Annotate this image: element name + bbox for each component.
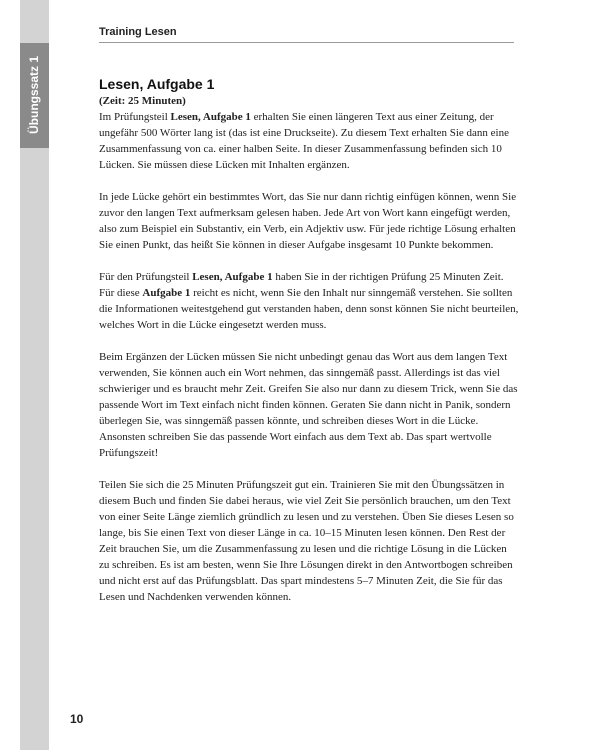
main-content bbox=[99, 76, 519, 621]
paragraph-2: In jede Lücke gehört ein bestimmtes Wort, das Sie nur dann richtig einfügen können, wenn Sie zuvor den langen Text aufmerksam gelesen haben. Jede Art von Wort kann eingefügt werden, also zum Beispiel ein Substantiv, ein Verb, ein Adjektiv usw. Für jede richtige Lösung erhalten Sie einen Punkt, das heißt Sie können in dieser Aufgabe insgesamt 10 Punkte bekommen. bbox=[99, 191, 517, 251]
bold-term: Aufgabe 1 bbox=[142, 287, 191, 299]
page-number: 10 bbox=[70, 712, 84, 726]
bold-term: , bbox=[198, 111, 203, 123]
time-label: (Zeit: 25 Minuten) bbox=[99, 95, 186, 107]
bold-term: Lesen bbox=[170, 111, 198, 123]
paragraph-5: Teilen Sie sich die 25 Minuten Prüfungszeit gut ein. Trainieren Sie mit den Übungssätzen in diesem Buch und finden Sie dabei heraus, wie viel Zeit Sie persönlich brauchen, um den Text von einer Seite Länge ziemlich gründlich zu lesen und zu verstehen. Üben Sie dieses Lesen so lange, bis Sie einen Text von dieser Länge in ca. 10–15 Minuten lesen können. Den Rest der Zeit brauchen Sie, um die Zusammenfassung zu lesen und die richtige Lösung in die Lücken zu schreiben. Es ist am besten, wenn Sie Ihre Lösungen direkt in den Antwortbogen schreiben und nicht erst auf das Prüfungsblatt. Das spart mindestens 5–7 Minuten Zeit, die Sie für das Lesen und Nachdenken verwenden können. bbox=[99, 479, 514, 603]
paragraph-4: Beim Ergänzen der Lücken müssen Sie nicht unbedingt genau das Wort aus dem langen Text verwenden, Sie können auch ein Wort nehmen, das sinngemäß passt. Allerdings ist das viel schwieriger und es braucht mehr Zeit. Greifen Sie also nur dann zu diesem Trick, wenn Sie das passende Wort im Text einfach nicht finden können. Geraten Sie dann nicht in Panik, sondern überlegen Sie, was sinngemäß passen könnte, und schreiben dieses Wort in die Lücke. Ansonsten schreiben Sie das passende Wort einfach aus dem Text ab. Das spart wertvolle Prüfungszeit! bbox=[99, 351, 518, 459]
text-run: haben Sie in der richtigen Prüfung 25 Minuten Zeit. Für diese bbox=[99, 271, 504, 299]
bold-term: , bbox=[219, 271, 225, 283]
chapter-tab-label: Übungssatz 1 bbox=[27, 55, 41, 135]
bold-term: Aufgabe 1 bbox=[224, 271, 273, 283]
bold-term: Aufgabe 1 bbox=[202, 111, 251, 123]
text-run: Für den Prüfungsteil bbox=[99, 271, 193, 283]
bold-term: Lesen bbox=[192, 271, 220, 283]
running-header: Training Lesen bbox=[99, 26, 177, 38]
text-run: erhalten Sie einen längeren Text aus einer Zeitung, der ungefähr 500 Wörter lang ist (das ist eine Druckseite). Zu diesem Text erhalten Sie dann eine Zusammenfassung von ca. einer halben Seite. In dieser Zusammenfassung befinden sich 10 Lücken. Sie müssen diese Lücken mit Inhalten ergänzen. bbox=[99, 111, 509, 171]
text-run: Im Prüfungsteil bbox=[99, 111, 171, 123]
text-run: reicht es nicht, wenn Sie den Inhalt nur sinngemäß verstehen. Sie sollten die Informationen weitestgehend gut verstanden haben, denn sonst können Sie nicht beurteilen, welches Wort in die Lücke eingesetzt werden muss. bbox=[99, 287, 519, 331]
paragraph-3 bbox=[99, 269, 519, 333]
section-title: Lesen, Aufgabe 1 bbox=[99, 76, 215, 92]
paragraph-1 bbox=[99, 109, 519, 173]
header-divider bbox=[99, 42, 514, 43]
